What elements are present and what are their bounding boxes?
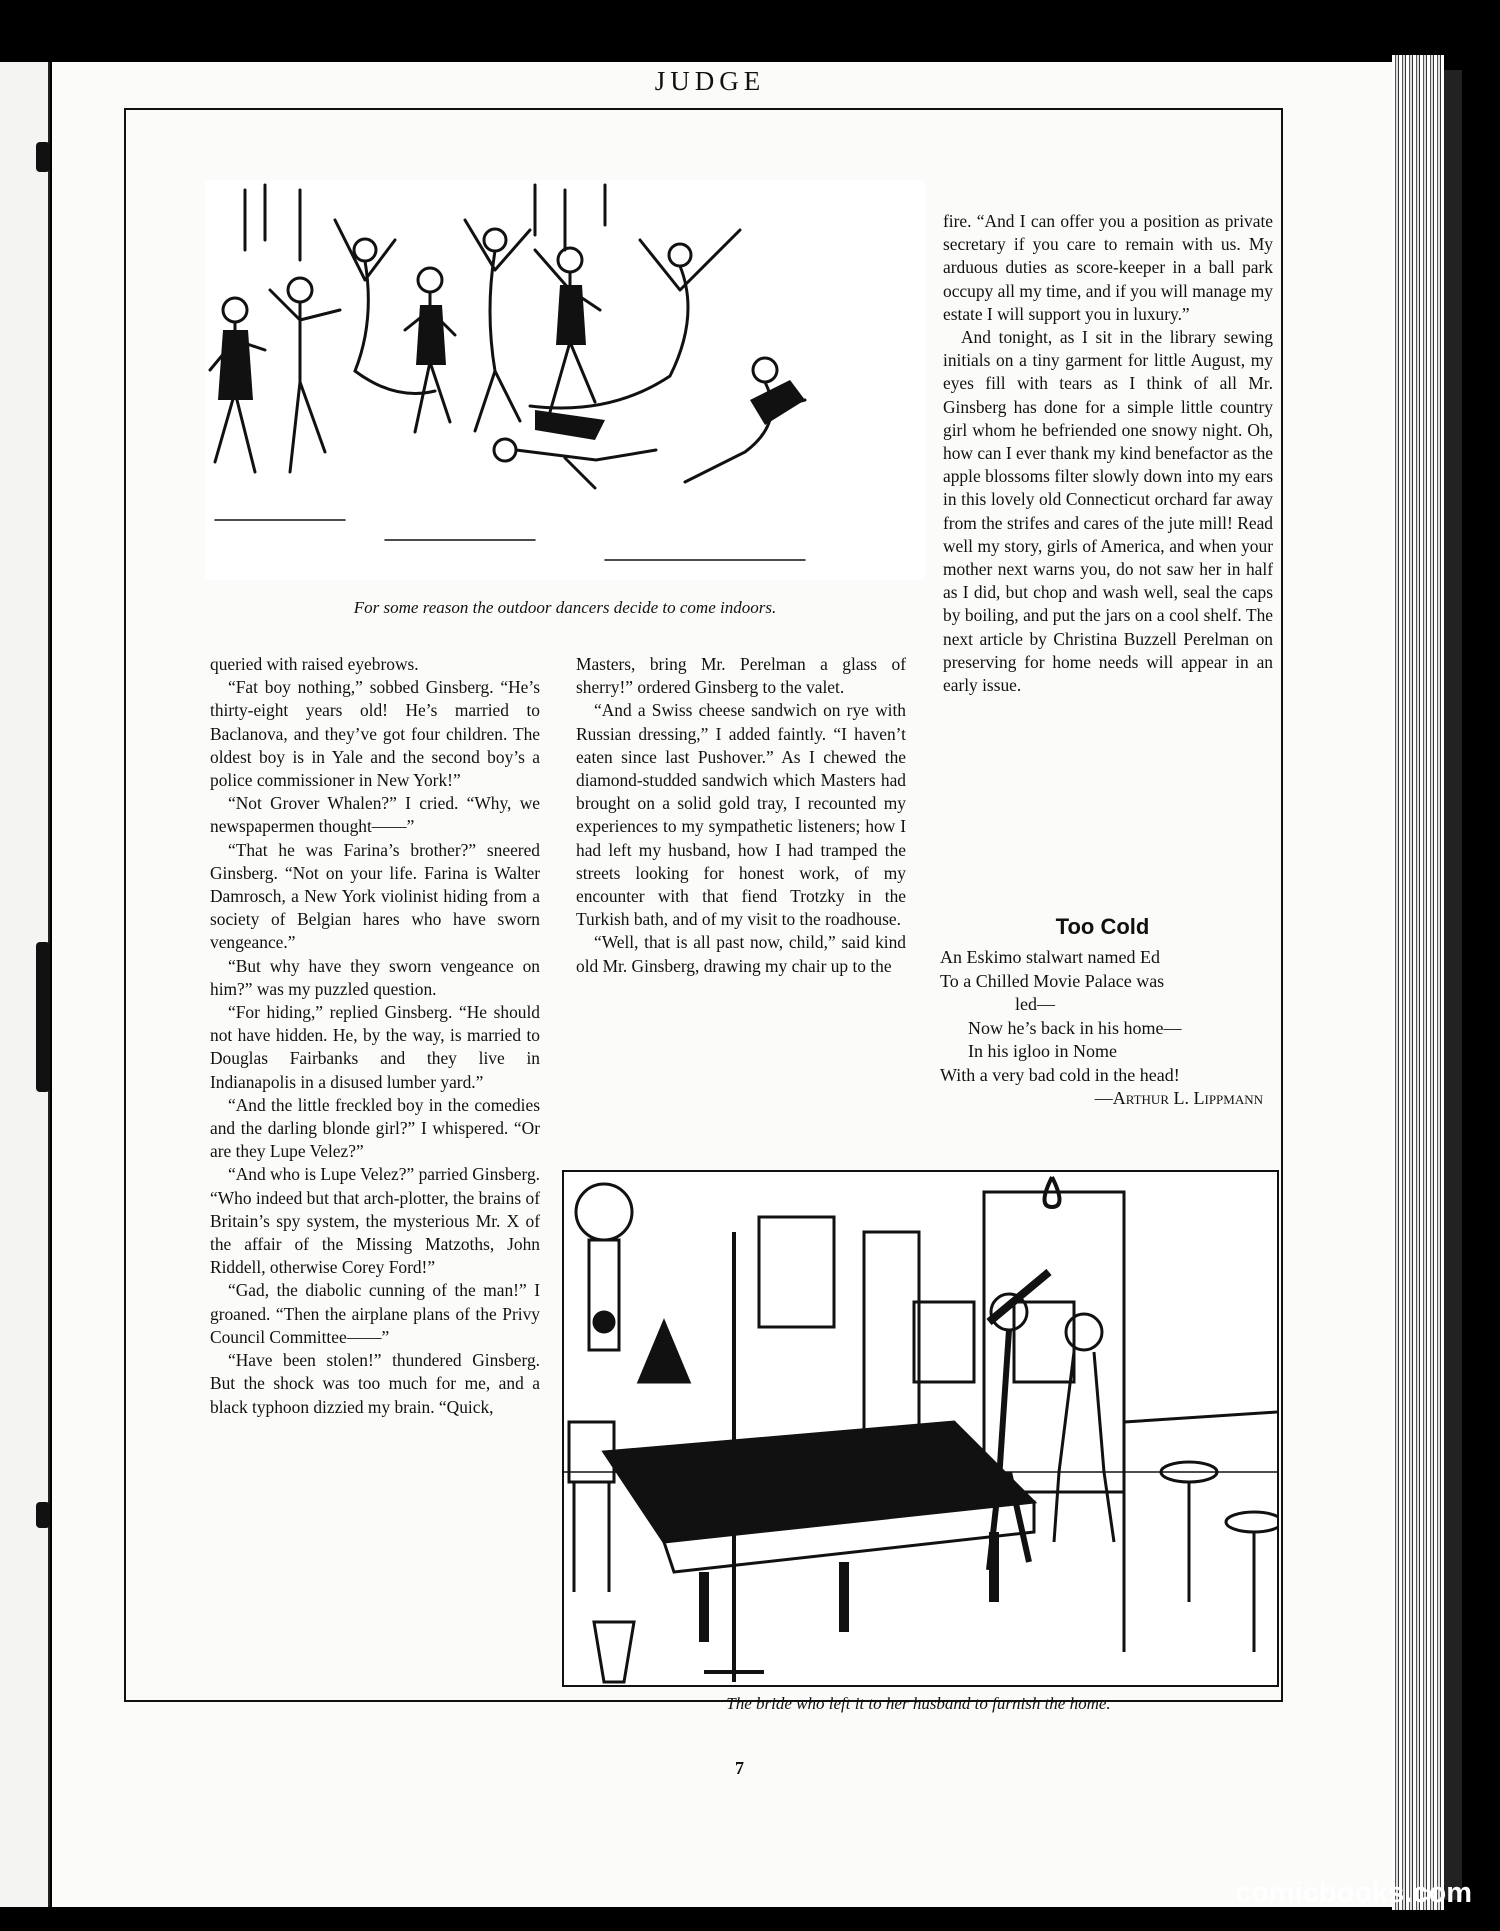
column-3 (943, 210, 1273, 697)
dancers-cartoon (205, 180, 925, 580)
poem-line: Now he’s back in his home— (968, 1017, 1182, 1038)
poem-line: An Eskimo stalwart named Ed (940, 947, 1160, 967)
poem-title: Too Cold (1055, 914, 1150, 939)
magazine-title: JUDGE (654, 66, 766, 96)
column-1 (210, 653, 540, 1419)
paragraph: “And a Swiss cheese sandwich on rye with Russian dressing,” I added faintly. “I haven’t eaten since last Pushover.” As I chewed the diamond-studded sandwich which Masters had brought on a solid gold tray, I recounted my experiences to my sympathetic listeners; how I had left my husband, how I had tramped the streets looking for honest work, of my encounter with that fiend Trotzky in the Turkish bath, and of my visit to the roadhouse. (576, 700, 906, 930)
paragraph: queried with raised eyebrows. (210, 654, 419, 674)
paragraph: “For hiding,” replied Ginsberg. “He should not have hidden. He, by the way, is married to Douglas Fairbanks and they live in Indianapolis in a disused lumber yard.” (210, 1002, 540, 1092)
poem-line: With a very bad cold in the head! (940, 1064, 1180, 1085)
paragraph: “Have been stolen!” thundered Ginsberg. But the shock was too much for me, and a black typhoon dizzied my brain. “Quick, (210, 1350, 540, 1417)
book-edge (1444, 70, 1462, 1900)
poem-byline: —Arthur L. Lippmann (1094, 1088, 1263, 1108)
paragraph: “And who is Lupe Velez?” parried Ginsberg. “Who indeed but that arch-plotter, the brains of Britain’s spy system, the mysterious Mr. X of the affair of the Missing Matzoths, John Riddell, otherwise Corey Ford!” (210, 1164, 540, 1278)
poem (940, 946, 1285, 1111)
paragraph: “Not Grover Whalen?” I cried. “Why, we newspapermen thought——” (210, 793, 540, 837)
billiard-room-cartoon (562, 1170, 1279, 1687)
left-page-edge (0, 62, 50, 1907)
poem-line: In his igloo in Nome (968, 1041, 1117, 1061)
paragraph: “But why have they sworn vengeance on him?” was my puzzled question. (210, 955, 540, 999)
column-2 (576, 653, 906, 978)
paragraph: Masters, bring Mr. Perelman a glass of sherry!” ordered Ginsberg to the valet. (576, 654, 906, 698)
paragraph: And tonight, as I sit in the library sewing initials on a tiny garment for little August, my eyes fill with tears as I think of all Mr. Ginsberg has done for a simple little country girl whom he befriended one snowy night. Oh, how can I ever thank my kind benefactor as the apple blossoms filter slowly down into my ears in this lovely old Connecticut orchard far away from the strifes and cares of the jute mill! Read well my story, girls of America, and when your mother next warns you, do not saw her in half as I did, but chop and wash well, seal the caps by boiling, and put the jars on a cool shelf. The next article by Christina Buzzell Perelman on preserving for home needs will appear in an early issue. (943, 327, 1273, 696)
poem-line: To a Chilled Movie Palace was (940, 970, 1165, 991)
page-number: 7 (735, 1758, 744, 1778)
bottom-cartoon-caption: The bride who left it to her husband to furnish the home. (726, 1694, 1111, 1713)
paragraph: “That he was Farina’s brother?” sneered Ginsberg. “Not on your life. Farina is Walter Damrosch, a New York violinist hiding from a society of Belgian hares who have sworn vengeance.” (210, 839, 540, 953)
poem-line: led— (1015, 994, 1055, 1014)
paragraph: “Well, that is all past now, child,” said kind old Mr. Ginsberg, drawing my chair up to the (576, 932, 906, 976)
top-cartoon-caption: For some reason the outdoor dancers decide to come indoors. (353, 598, 777, 617)
paragraph: “And the little freckled boy in the comedies and the darling blonde girl?” I whispered. “Or are they Lupe Velez?” (210, 1094, 540, 1162)
page-edges (1392, 55, 1444, 1910)
paragraph: “Gad, the diabolic cunning of the man!” I groaned. “Then the airplane plans of the Privy Council Committee——” (210, 1280, 540, 1347)
watermark: comicbooks.com (1235, 1877, 1472, 1909)
paragraph: fire. “And I can offer you a position as private secretary if you care to remain with us. My arduous duties as score-keeper in a ball park occupy all my time, and if you will manage my estate I will support you in luxury.” (943, 211, 1273, 324)
paragraph: “Fat boy nothing,” sobbed Ginsberg. “He’s thirty-eight years old! He’s married to Baclanova, and they’ve got four children. The oldest boy is in Yale and the second boy’s a police commissioner in New York!” (210, 677, 540, 791)
